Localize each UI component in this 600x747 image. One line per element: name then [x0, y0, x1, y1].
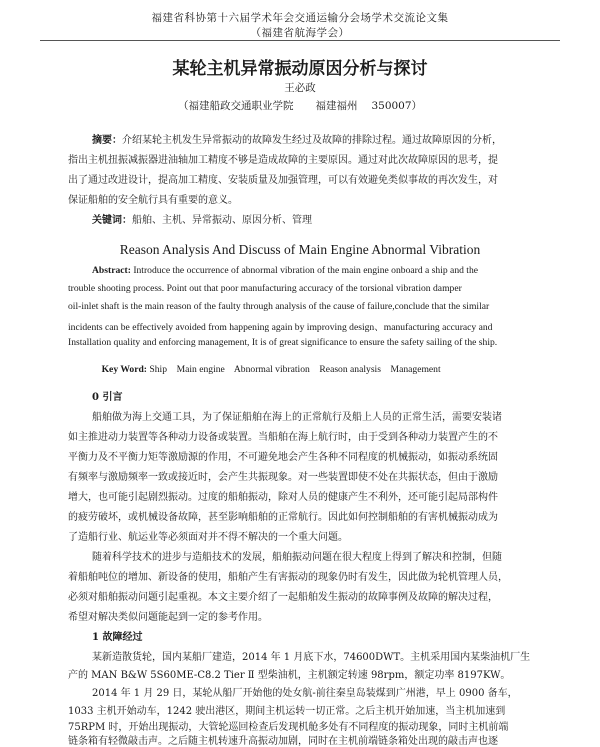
abstract-en-line-1: Abstract: Introduce the occurrence of abnormal vibration of the main engine onboard a ship and the: [92, 265, 479, 276]
section-1-line: 某新造散货轮，国内某船厂建造，2014 年 1 月底下水，74600DWT。主机采用国内某柴油机厂生: [92, 652, 531, 663]
section-1-line: 2014 年 1 月 29 日，某轮从船厂开始他的处女航-前往秦皇岛装煤到广州港，早上 0900 备车，: [92, 688, 518, 699]
abstract-en-line-2: trouble shooting process. Point out that poor manufacturing accuracy of the torsional vibration damper: [68, 283, 462, 294]
keywords-en-label: Key Word:: [101, 364, 147, 375]
abstract-en-label: Abstract:: [92, 265, 131, 276]
abstract-cn-line-1: 摘要：介绍某轮主机发生异常振动的故障发生经过及故障的排除过程。通过故障原因的分析，: [92, 135, 502, 146]
paper-title-en: Reason Analysis And Discuss of Main Engine Abnormal Vibration: [119, 242, 481, 257]
section-0-line: 希望对解决类似问题能起到一定的参考作用。: [68, 612, 268, 623]
section-0-line: 的疲劳破坏，或机械设备故障，甚至影响船舶的正常航行。因此如何控制船舶的有害机械振动成为: [68, 512, 498, 523]
abstract-en-line-5: Installation quality and enforcing management, It is of great significance to ensure the safety sailing of the ship.: [68, 337, 498, 348]
section-1-line: 链条箱有轻微敲击声。之后随主机转速升高振动加剧，同时在主机前端链条箱处出现的敲击声也逐: [68, 736, 498, 747]
affiliation-place: 福建福州: [315, 100, 358, 112]
abstract-cn-line-3: 出了通过改进设计，提高加工精度、安装质量及加强管理，可以有效避免类似事故的再次发生，对: [68, 175, 498, 186]
abstract-cn-line-4: 保证船舶的安全航行具有重要的意义。: [68, 195, 238, 206]
section-0-line: 有频率与激励频率一致或接近时，会产生共振现象。对一些装置即使不处在共振状态，但由于激励: [68, 472, 498, 483]
paper-title-cn: 某轮主机异常振动原因分析与探讨: [172, 59, 428, 79]
abstract-cn-label: 摘要：: [92, 135, 122, 146]
header-rule: [40, 40, 560, 41]
section-1-line: 75RPM 时，开始出现振动，大管轮巡回检查后发现机舱多处有不同程度的振动现象，同时主机前端: [68, 722, 509, 733]
affiliation-zip: 350007）: [371, 100, 423, 112]
section-0-line: 如主推进动力装置等各种动力设备或装置。当船舶在海上航行时，由于受到各种动力装置产生的不: [68, 432, 498, 443]
keywords-cn-label: 关键词：: [92, 215, 132, 226]
section-0-line: 着船舶吨位的增加、新设备的使用，船舶产生有害振动的现象仍时有发生，因此做为轮机管理人员，: [68, 572, 508, 583]
section-0-line: 增大，也可能引起剧烈振动。过度的船舶振动，除对人员的健康产生不利外，还可能引起局部构件: [68, 492, 498, 503]
section-1-line: 1033 主机开始动车，1242 驶出港区，期间主机运转一切正常。之后主机开始加速，当主机加速到: [68, 706, 506, 717]
section-0-heading: 0 引言: [92, 392, 123, 403]
section-0-line: 必须对船舶振动问题引起重视。本文主要介绍了一起船舶发生振动的故障事例及故障的解决过程，: [68, 592, 498, 603]
section-0-line: 船舶做为海上交通工具，为了保证船舶在海上的正常航行及船上人员的正常生活，需要安装诸: [92, 412, 502, 423]
section-1-heading: 1 故障经过: [92, 632, 143, 643]
affiliation-org: （福建船政交通职业学院: [177, 100, 294, 112]
author: 王必政: [284, 82, 316, 94]
running-header-line2: （福建省航海学会）: [250, 27, 350, 39]
abstract-en-line-4: incidents can be effectively avoided from happening again by improving design、manufacturing accuracy and: [68, 322, 493, 333]
abstract-cn-line-2: 指出主机扭振减振器进油轴加工精度不够是造成故障的主要原因。通过对此次故障原因的思考，提: [68, 155, 498, 166]
abstract-en-line-3: oil-inlet shaft is the main reason of the faulty through analysis of the cause of failure,conclude that the similar: [68, 301, 490, 312]
section-0-line: 了造船行业、航运业等必须面对并不得不解决的一个重大问题。: [68, 532, 348, 543]
keywords-cn: 关键词：船舶、主机、异常振动、原因分析、管理: [92, 215, 312, 226]
section-0-line: 随着科学技术的进步与造船技术的发展，船舶振动问题在很大程度上得到了解决和控制，但随: [92, 552, 502, 563]
keywords-en: Key Word: Ship Main engine Abnormal vibration Reason analysis Management: [101, 364, 441, 375]
running-header-line1: 福建省科协第十六届学术年会交通运输分会场学术交流论文集: [151, 12, 449, 24]
section-0-line: 平衡力及不平衡力矩等激励源的作用，不可避免地会产生各种不同程度的机械振动，如振动系统固: [68, 452, 498, 463]
affiliation: [0, 98, 600, 113]
section-1-line: 产的 MAN B&W 5S60ME-C8.2 Tier Ⅱ 型柴油机，主机额定转速 98rpm，额定功率 8197KW。: [68, 670, 511, 681]
